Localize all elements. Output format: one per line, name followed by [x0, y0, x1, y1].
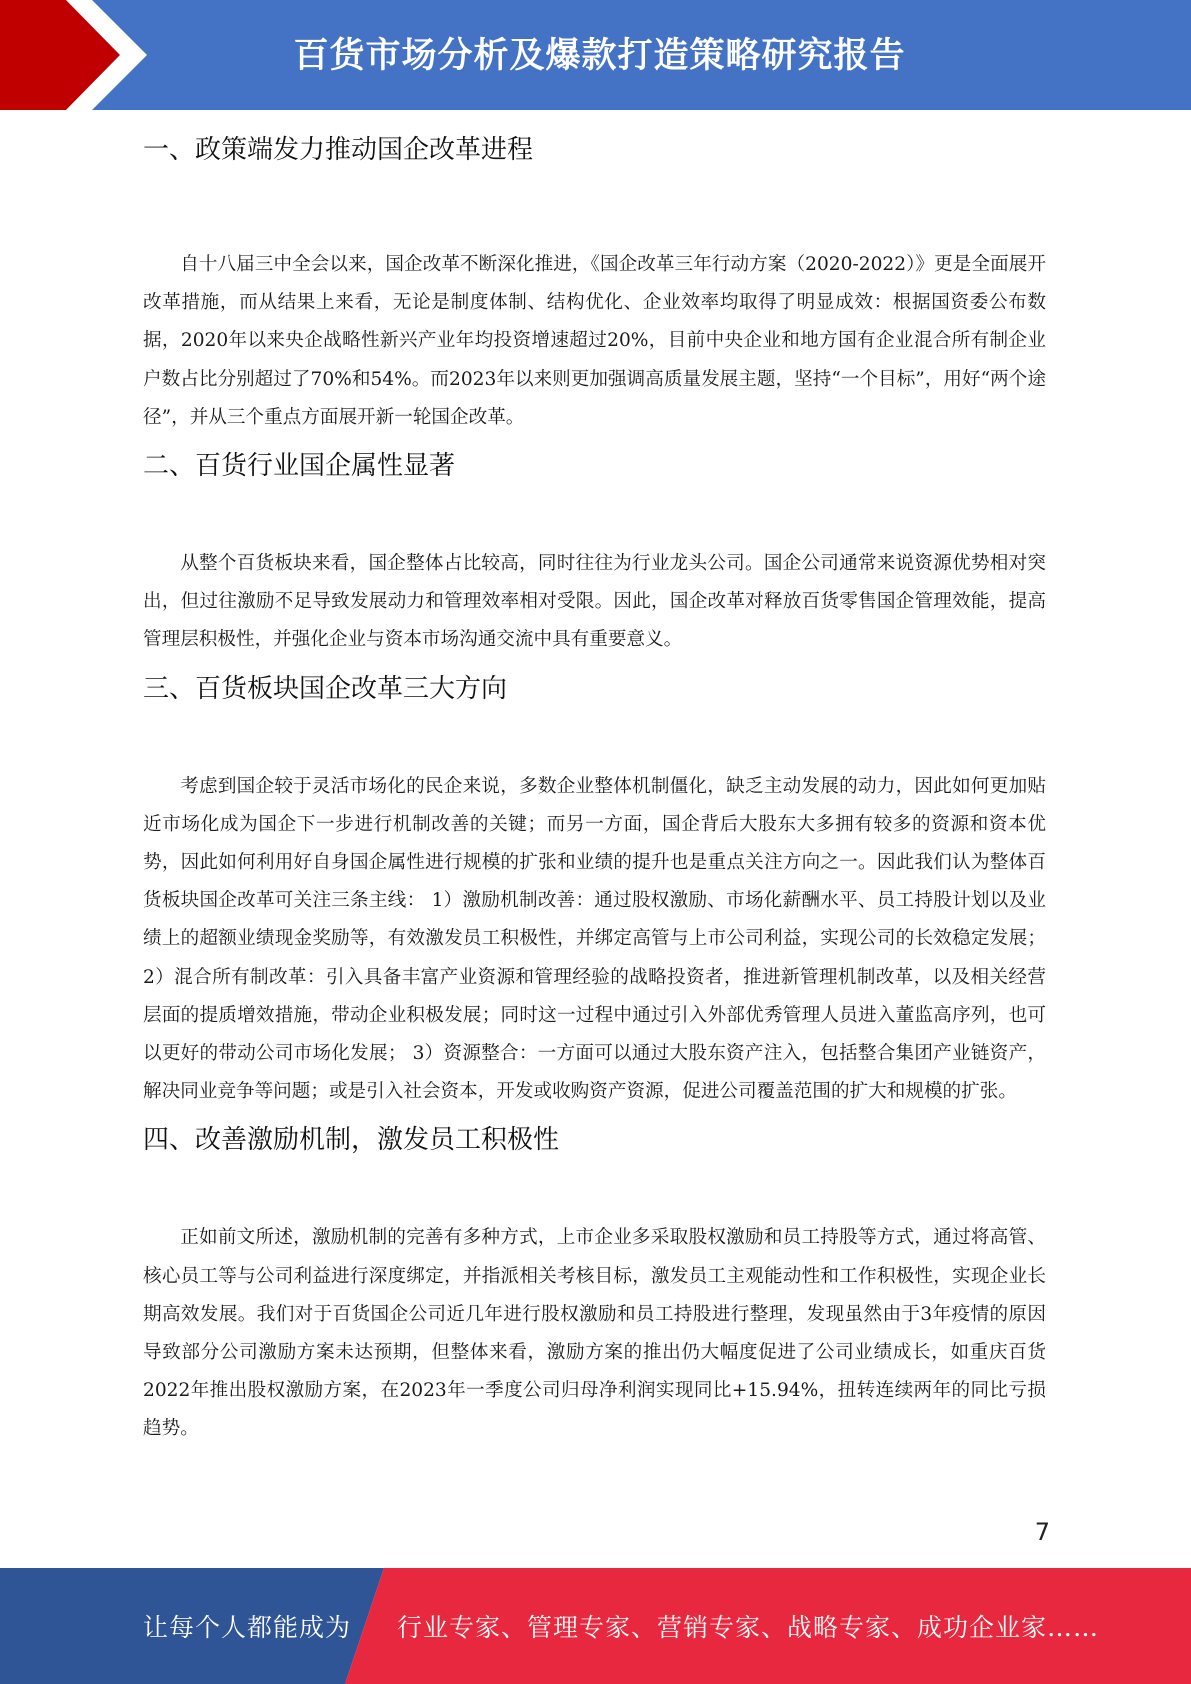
report-title: 百货市场分析及爆款打造策略研究报告 [293, 36, 906, 76]
section-heading-3: 三、百货板块国企改革三大方向 [143, 673, 508, 704]
section-paragraph-3: 考虑到国企较于灵活市场化的民企来说，多数企业整体机制僵化，缺乏主动发展的动力，因此如何更加贴近市场化成为国企下一步进行机制改善的关键；而另一方面，国企背后大股东大多拥有较多的资源和资本优势，因此如何利用好自身国企属性进行规模的扩张和业绩的提升也是重点关注方向之一。因此我们认为整体百货板块国企改革可关注三条主线： 1）激励机制改善：通过股权激励、市场化薪酬水平、员工持股计划以及业绩上的超额业绩现金奖励等，有效激发员工积极性，并绑定高管与上市公司利益，实现公司的长效稳定发展； 2）混合所有制改革：引入具备丰富产业资源和管理经验的战略投资者，推进新管理机制改革，以及相关经营层面的提质增效措施，带动企业积极发展；同时这一过程中通过引入外部优秀管理人员进入董监高序列，也可以更好的带动公司市场化发展； 3）资源整合：一方面可以通过大股东资产注入，包括整合集团产业链资产，解决同业竞争等问题；或是引入社会资本，开发或收购资产资源，促进公司覆盖范围的扩大和规模的扩张。 [143, 775, 1046, 1103]
report-body [143, 128, 1046, 1449]
footer-slogan-right: 行业专家、管理专家、营销专家、战略专家、成功企业家…… [397, 1613, 1100, 1642]
section-paragraph-4: 正如前文所述，激励机制的完善有多种方式，上市企业多采取股权激励和员工持股等方式，通过将高管、核心员工等与公司利益进行深度绑定，并指派相关考核目标，激发员工主观能动性和工作积极性，实现企业长期高效发展。我们对于百货国企公司近几年进行股权激励和员工持股进行整理，发现虽然由于3年疫情的原因导致部分公司激励方案未达预期，但整体来看，激励方案的推出仍大幅度促进了公司业绩成长，如重庆百货2022年推出股权激励方案，在2023年一季度公司归母净利润实现同比+15.94%，扭转连续两年的同比亏损趋势。 [143, 1227, 1046, 1440]
page-header [0, 0, 1191, 110]
section-paragraph-2: 从整个百货板块来看，国企整体占比较高，同时往往为行业龙头公司。国企公司通常来说资源优势相对突出，但过往激励不足导致发展动力和管理效率相对受限。因此，国企改革对释放百货零售国企管理效能，提高管理层积极性，并强化企业与资本市场沟通交流中具有重要意义。 [143, 553, 1046, 651]
page-number: 7 [1034, 1518, 1050, 1546]
footer-slogan-left: 让每个人都能成为 [143, 1613, 352, 1642]
page-footer [0, 1568, 1191, 1684]
section-heading-4: 四、改善激励机制，激发员工积极性 [143, 1125, 560, 1156]
section-paragraph-1: 自十八届三中全会以来，国企改革不断深化推进，《国企改革三年行动方案（2020-2022）》更是全面展开改革措施，而从结果上来看，无论是制度体制、结构优化、企业效率均取得了明显成效：根据国资委公布数据，2020年以来央企战略性新兴产业年均投资增速超过20%，目前中央企业和地方国有企业混合所有制企业户数占比分别超过了70%和54%。而2023年以来则更加强调高质量发展主题，坚持“一个目标”，用好“两个途径”，并从三个重点方面展开新一轮国企改革。 [143, 254, 1046, 428]
section-heading-1: 一、政策端发力推动国企改革进程 [143, 135, 534, 165]
section-heading-2: 二、百货行业国企属性显著 [143, 451, 456, 482]
